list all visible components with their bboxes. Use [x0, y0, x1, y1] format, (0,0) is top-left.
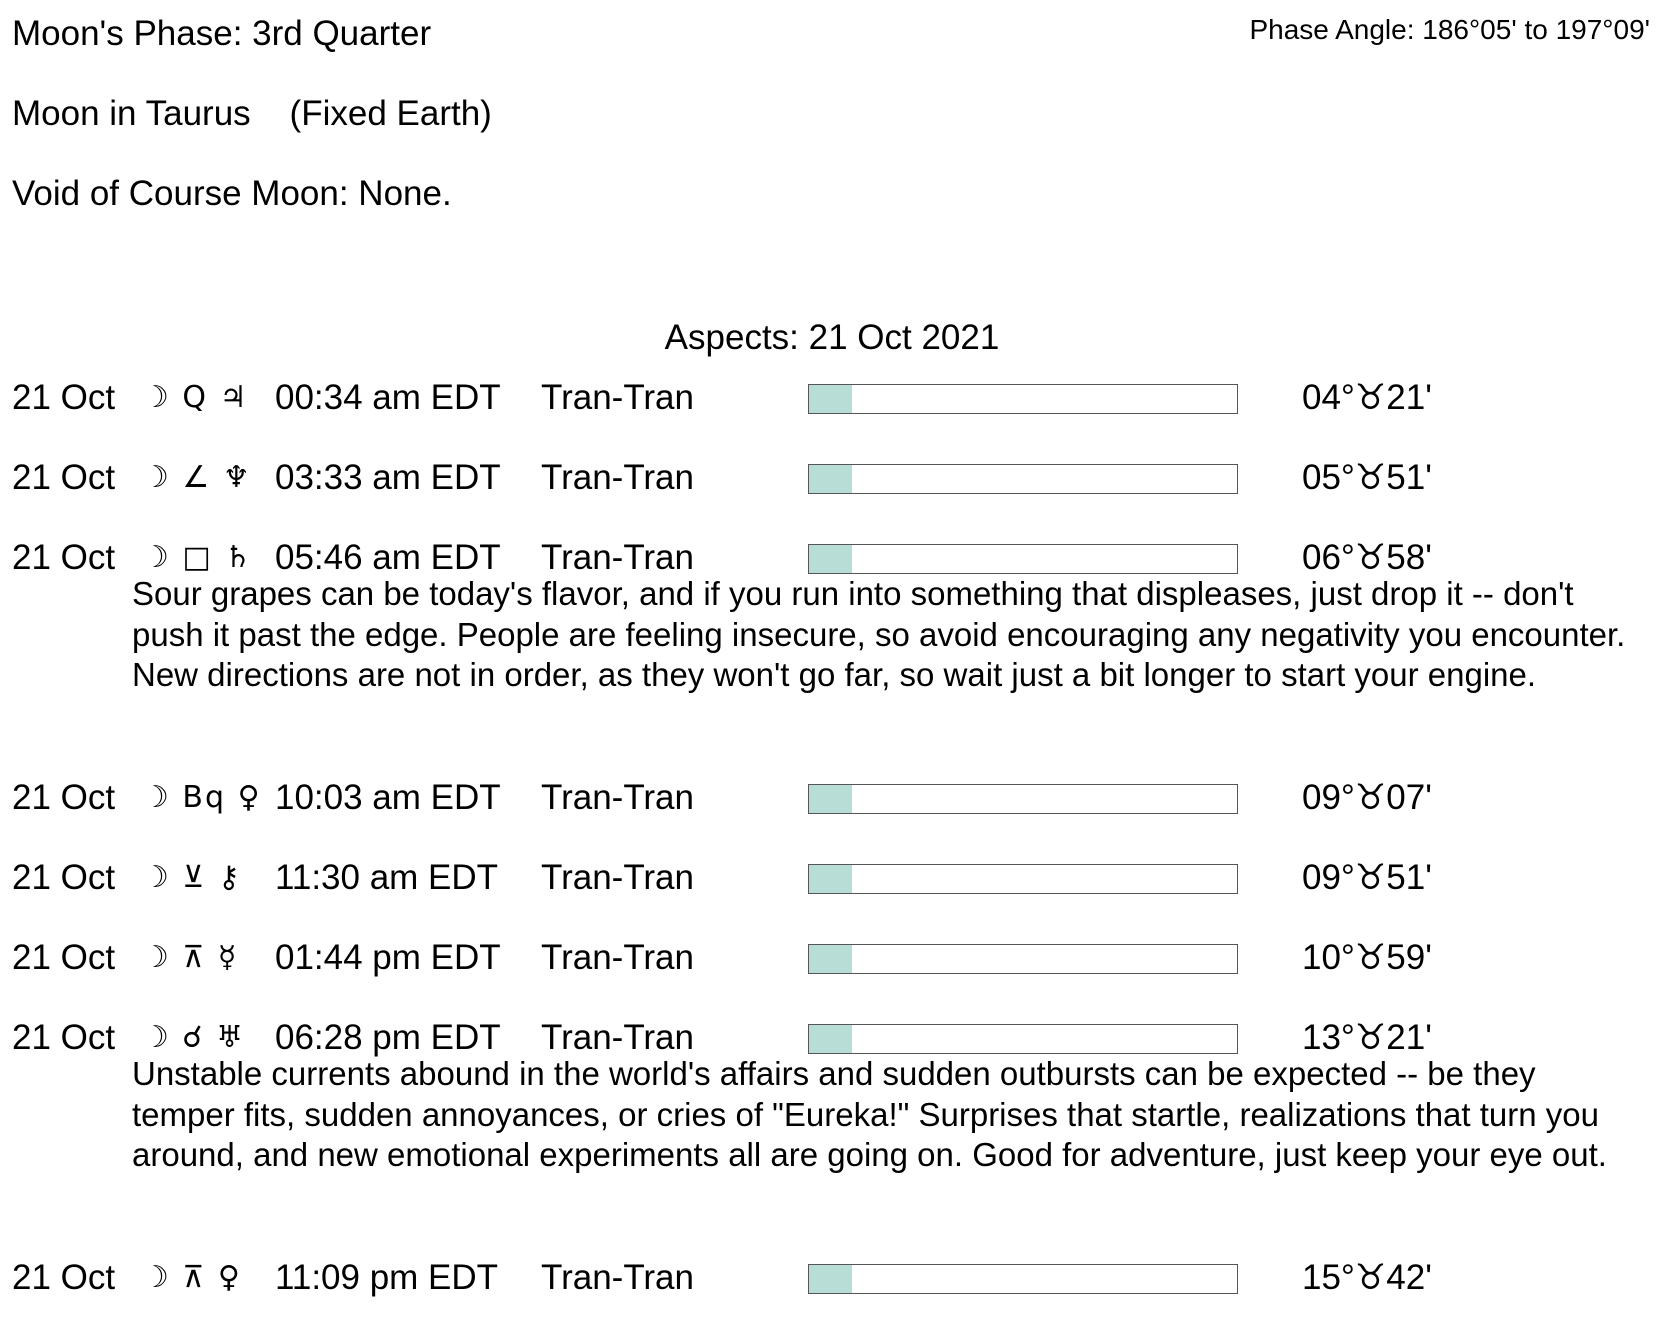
aspect-row: [0, 378, 1664, 418]
aspect-time: 01:44 pm EDT: [275, 938, 501, 977]
void-of-course: Void of Course Moon: None.: [12, 174, 452, 213]
aspect-date: 21 Oct: [12, 938, 116, 977]
aspect-description: Sour grapes can be today's flavor, and if you run into something that displeases, just drop it -- don't push it past the edge. People are feeling insecure, so avoid encouraging any negativity you encounter. New directions are not in order, as they won't go far, so wait just a bit longer to start your engine.: [132, 575, 1626, 693]
aspect-glyphs: ☽ ⊼ ♀: [142, 1260, 242, 1295]
aspect-strength-bar: [808, 944, 1238, 974]
aspect-type: Tran-Tran: [541, 458, 694, 497]
aspect-type: Tran-Tran: [541, 378, 694, 417]
aspect-glyphs: ☽ Q ♃: [142, 380, 249, 415]
aspect-position: 06°♉58': [1302, 538, 1432, 577]
aspect-strength-fill: [809, 385, 852, 413]
aspect-position: 04°♉21': [1302, 378, 1432, 417]
aspect-position: 13°♉21': [1302, 1018, 1432, 1057]
aspect-position: 10°♉59': [1302, 938, 1432, 977]
moon-phase: Moon's Phase: 3rd Quarter: [12, 14, 432, 53]
aspect-date: 21 Oct: [12, 1018, 116, 1057]
aspect-strength-bar: [808, 464, 1238, 494]
aspect-position: 09°♉51': [1302, 858, 1432, 897]
aspect-strength-fill: [809, 1025, 852, 1053]
aspect-strength-bar: [808, 864, 1238, 894]
aspect-strength-fill: [809, 1265, 852, 1293]
aspect-strength-fill: [809, 465, 852, 493]
aspect-time: 11:30 am EDT: [275, 858, 499, 897]
aspect-position: 15°♉42': [1302, 1258, 1432, 1297]
aspect-type: Tran-Tran: [541, 858, 694, 897]
phase-angle: Phase Angle: 186°05' to 197°09': [1249, 14, 1650, 45]
aspect-strength-bar: [808, 544, 1238, 574]
aspect-strength-fill: [809, 945, 852, 973]
aspect-time: 10:03 am EDT: [275, 778, 501, 817]
aspect-strength-bar: [808, 1024, 1238, 1054]
aspect-date: 21 Oct: [12, 378, 116, 417]
aspect-glyphs: ☽ ☌ ♅: [142, 1020, 246, 1055]
aspect-date: 21 Oct: [12, 1258, 116, 1297]
aspect-time: 11:09 pm EDT: [275, 1258, 499, 1297]
aspect-glyphs: ☽ □ ♄: [142, 540, 254, 575]
aspect-position: 05°♉51': [1302, 458, 1432, 497]
aspect-time: 05:46 am EDT: [275, 538, 501, 577]
aspect-position: 09°♉07': [1302, 778, 1432, 817]
aspect-type: Tran-Tran: [541, 778, 694, 817]
aspect-description: Unstable currents abound in the world's affairs and sudden outbursts can be expected -- be they temper fits, sudden annoyances, or cries of "Eureka!" Surprises that startle, realizations that turn you around, and new emotional experiments all are going on. Good for adventure, just keep your eye out.: [132, 1055, 1607, 1173]
aspect-row: [0, 538, 1664, 578]
aspect-strength-bar: [808, 1264, 1238, 1294]
aspect-row: [0, 1018, 1664, 1058]
aspect-row: [0, 858, 1664, 898]
aspect-strength-bar: [808, 784, 1238, 814]
aspect-row: [0, 778, 1664, 818]
aspect-time: 00:34 am EDT: [275, 378, 501, 417]
aspect-time: 06:28 pm EDT: [275, 1018, 501, 1057]
aspect-row: [0, 458, 1664, 498]
aspect-date: 21 Oct: [12, 458, 116, 497]
moon-sign: Moon in Taurus (Fixed Earth): [12, 94, 492, 133]
aspect-strength-fill: [809, 545, 852, 573]
aspect-strength-fill: [809, 865, 852, 893]
aspect-strength-bar: [808, 384, 1238, 414]
aspect-type: Tran-Tran: [541, 1018, 694, 1057]
aspect-row: [0, 1258, 1664, 1298]
aspect-glyphs: ☽ ∠ ♆: [142, 460, 252, 495]
aspect-glyphs: ☽ Bq ♀: [142, 780, 262, 815]
aspect-glyphs: ☽ ⊻ ⚷: [142, 860, 242, 895]
aspect-time: 03:33 am EDT: [275, 458, 501, 497]
aspect-glyphs: ☽ ⊼ ☿: [142, 940, 239, 975]
aspect-date: 21 Oct: [12, 778, 116, 817]
aspect-type: Tran-Tran: [541, 538, 694, 577]
aspect-date: 21 Oct: [12, 538, 116, 577]
aspect-strength-fill: [809, 785, 852, 813]
aspect-type: Tran-Tran: [541, 938, 694, 977]
aspect-date: 21 Oct: [12, 858, 116, 897]
aspects-title: Aspects: 21 Oct 2021: [664, 318, 1000, 357]
aspect-row: [0, 938, 1664, 978]
aspect-type: Tran-Tran: [541, 1258, 694, 1297]
